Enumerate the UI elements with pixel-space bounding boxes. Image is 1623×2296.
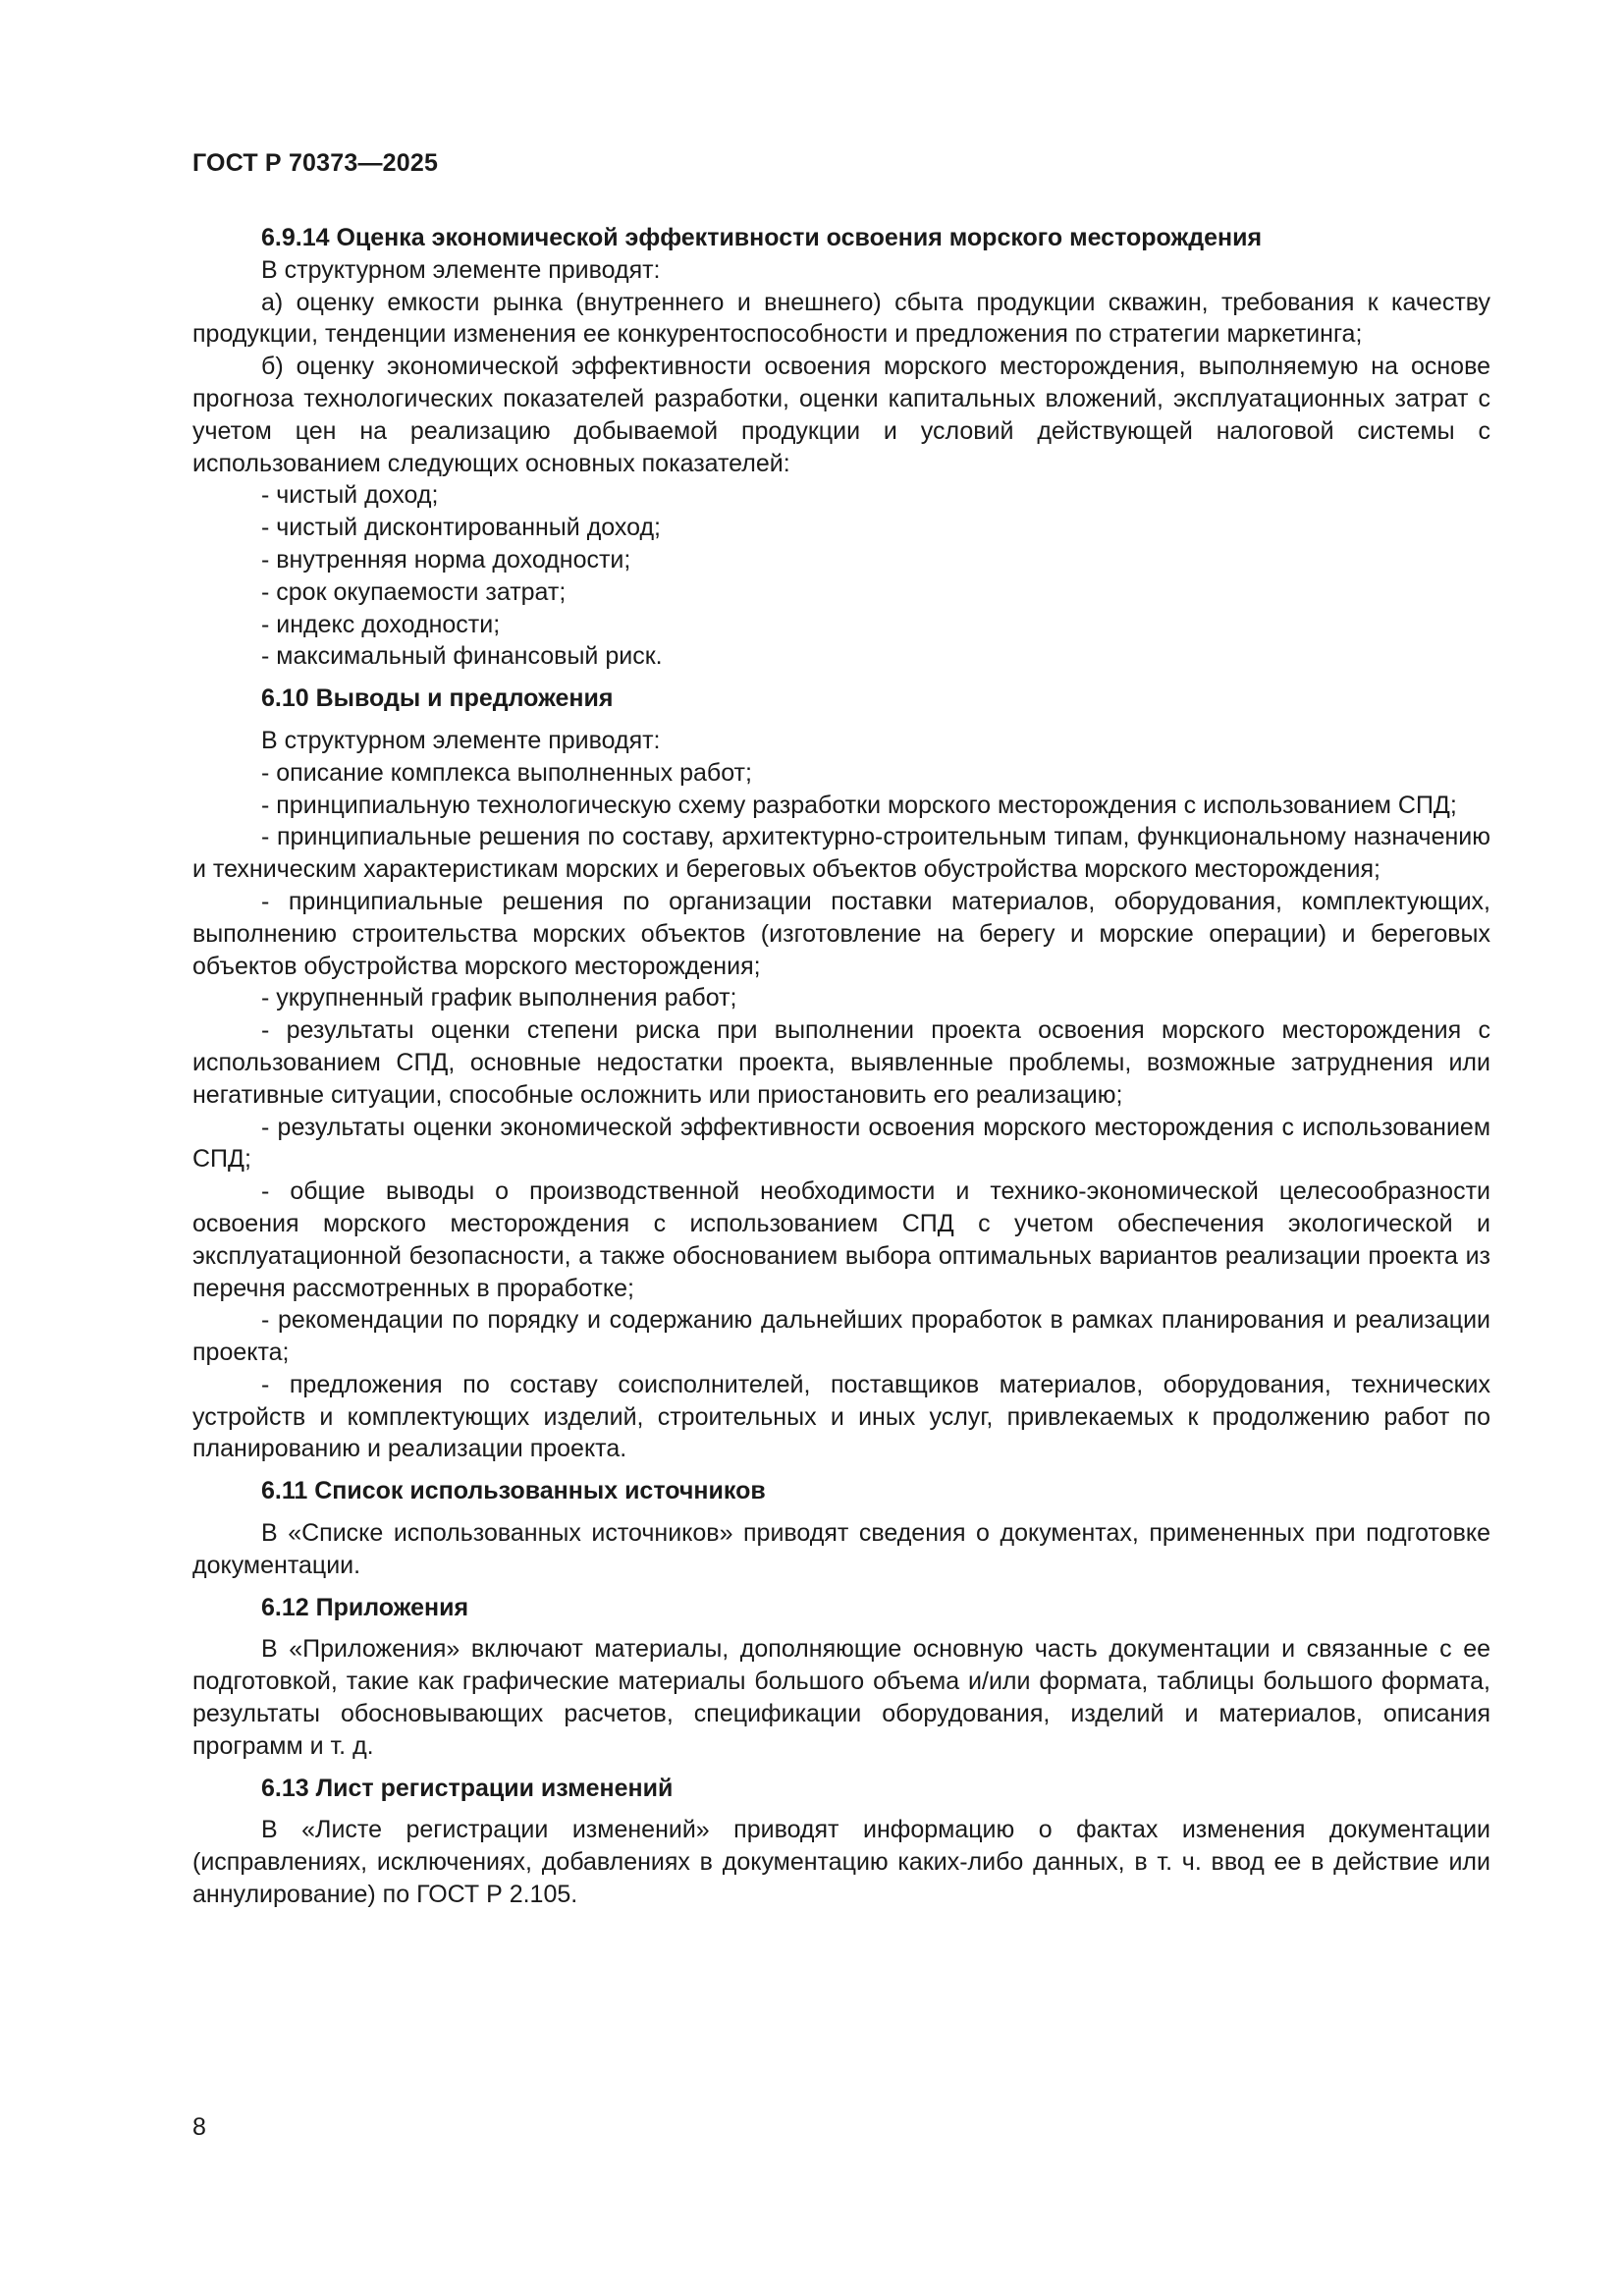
list-item: - описание комплекса выполненных работ; [261, 758, 752, 787]
section-intro: В структурном элементе приводят: [261, 255, 661, 284]
section-paragraph: В «Списке использованных источников» приводят сведения о документах, примененных при подготовке документации. [192, 1519, 1490, 1579]
section-title-6-13: 6.13 Лист регистрации изменений [261, 1774, 674, 1802]
list-item: - индекс доходности; [261, 610, 501, 638]
section-title-6-11: 6.11 Список использованных источников [261, 1477, 766, 1505]
document-body [192, 222, 1490, 1911]
section-title-6-12: 6.12 Приложения [261, 1593, 469, 1621]
list-item: - максимальный финансовый риск. [261, 642, 663, 671]
paragraph-item-b: б) оценку экономической эффективности освоения морского месторождения, выполняемую на основе прогноза технологических показателей разработки, оценки капитальных вложений, эксплуатационных затрат с учетом цен на реализацию добываемой продукции и условий действующей налоговой системы с использованием следующих основных показателей: [192, 353, 1490, 477]
list-item: - принципиальные решения по составу, архитектурно-строительным типам, функциональному назначению и техническим характеристикам морских и береговых объектов обустройства морского месторождения; [192, 823, 1490, 884]
list-item: - принципиальную технологическую схему разработки морского месторождения с использованием СПД; [261, 791, 1457, 819]
list-item: - предложения по составу соисполнителей, поставщиков материалов, оборудования, технических устройств и комплектующих изделий, строительных и иных услуг, привлекаемых к продолжению работ по планированию и реализации проекта. [192, 1370, 1490, 1463]
list-item: - общие выводы о производственной необходимости и технико-экономической целесообразности освоения морского месторождения с использованием СПД с учетом обеспечения экологической и эксплуатационной безопасности, а также обоснованием выбора оптимальных вариантов реализации проекта из перечня рассмотренных в проработке; [192, 1177, 1490, 1302]
list-item: - результаты оценки степени риска при выполнении проекта освоения морского месторождения с использованием СПД, основные недостатки проекта, выявленные проблемы, возможные затруднения или негативные ситуации, способные осложнить или приостановить его реализацию; [192, 1016, 1490, 1109]
section-paragraph: В «Приложения» включают материалы, дополняющие основную часть документации и связанные с ее подготовкой, такие как графические материалы большого объема и/или формата, таблицы большого формата, результаты обосновывающих расчетов, спецификации оборудования, изделий и материалов, описания программ и т. д. [192, 1635, 1490, 1760]
list-item: - внутренняя норма доходности; [261, 545, 631, 574]
paragraph-item-a: а) оценку емкости рынка (внутреннего и внешнего) сбыта продукции скважин, требования к качеству продукции, тенденции изменения ее конкурентоспособности и предложения по стратегии маркетинга; [192, 288, 1490, 349]
section-paragraph: В «Листе регистрации изменений» приводят информацию о фактах изменения документации (исправлениях, исключениях, добавлениях в документацию каких-либо данных, в т. ч. ввод ее в действие или аннулирование) по ГОСТ Р 2.105. [192, 1816, 1490, 1909]
page-number: 8 [192, 2113, 206, 2141]
list-item: - чистый дисконтированный доход; [261, 514, 662, 542]
section-intro: В структурном элементе приводят: [261, 726, 661, 754]
section-title-6-9-14: 6.9.14 Оценка экономической эффективности освоения морского месторождения [261, 224, 1263, 251]
list-item: - срок окупаемости затрат; [261, 577, 567, 606]
list-item: - рекомендации по порядку и содержанию дальнейших проработок в рамках планирования и реализации проекта; [192, 1306, 1490, 1367]
list-item: - укрупненный график выполнения работ; [261, 984, 737, 1012]
list-item: - принципиальные решения по организации поставки материалов, оборудования, комплектующих, выполнению строительства морских объектов (изготовление на берегу и морские операции) и береговых объектов обустройства морского месторождения; [192, 887, 1490, 980]
list-item: - результаты оценки экономической эффективности освоения морского месторождения с использованием СПД; [192, 1113, 1490, 1174]
section-title-6-10: 6.10 Выводы и предложения [261, 684, 614, 713]
list-item: - чистый доход; [261, 481, 439, 510]
document-code-header: ГОСТ Р 70373—2025 [192, 149, 439, 177]
